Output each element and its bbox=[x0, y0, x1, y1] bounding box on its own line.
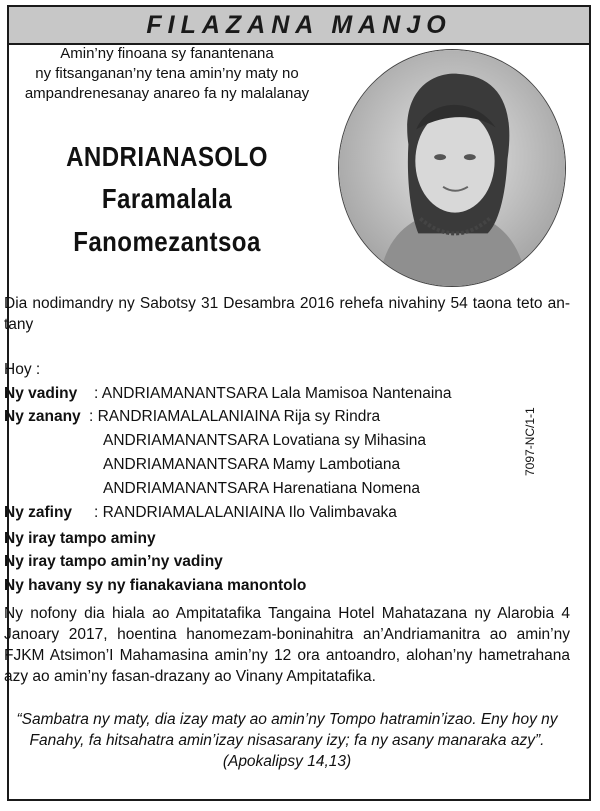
intro-line: Amin’ny finoana sy fanantenana bbox=[60, 45, 274, 62]
child-name: : RANDRIAMALALANIAINA Rija sy Rindra bbox=[89, 408, 381, 425]
bible-verse: “Sambatra ny maty, dia izay maty ao amin’ny Tompo hatramin’izao. Eny hoy ny Fanahy, fa hitsahatra amin’izay nisasarany izy; fa ny asany manaraka azy”. bbox=[16, 711, 558, 749]
family-line: Ny iray tampo aminy bbox=[4, 530, 156, 547]
child-name: ANDRIAMANANTSARA Lovatiana sy Mihasina bbox=[103, 432, 427, 449]
spouse-name: : ANDRIAMANANTSARA Lala Mamisoa Nantenaina bbox=[94, 385, 452, 402]
children-row bbox=[4, 406, 380, 427]
deceased-given-name-2: Fanomezantsoa bbox=[73, 226, 261, 257]
child-name: ANDRIAMANANTSARA Mamy Lambotiana bbox=[103, 456, 401, 473]
deceased-portrait bbox=[338, 49, 566, 287]
deceased-given-name: Faramalala bbox=[101, 183, 233, 214]
children-label: Ny zanany bbox=[4, 408, 81, 425]
verse-reference: (Apokalipsy 14,13) bbox=[222, 753, 352, 770]
funeral-details: Ny nofony dia hiala ao Ampitatafika Tangaina Hotel Mahatazana ny Alarobia 4 Janoary 2017, hoentina hanomezam-boninahitra an’Andriamanitra ao amin’ny FJKM Atsimon’I Mahamasina amin’ny 12 ora antoandro, alohan’ny hametrahana azy ao amin’ny fasan-drazany ao Vinany Ampitatafika. bbox=[4, 605, 570, 685]
grandchildren-row bbox=[4, 502, 397, 523]
child-name: ANDRIAMANANTSARA Harenatiana Nomena bbox=[103, 480, 421, 497]
family-line: Ny havany sy ny fianakaviana manontolo bbox=[4, 577, 307, 594]
family-line: Ny iray tampo amin’ny vadiny bbox=[4, 553, 223, 570]
deceased-surname: ANDRIANASOLO bbox=[66, 141, 268, 172]
notice-title: FILAZANA MANJO bbox=[146, 10, 452, 39]
grandchildren-label: Ny zafiny bbox=[4, 504, 73, 521]
intro-text bbox=[4, 44, 330, 104]
grandchild-name: : RANDRIAMALALANIAINA Ilo Valimbavaka bbox=[94, 504, 397, 521]
family-intro: Hoy : bbox=[4, 361, 41, 378]
intro-line: ampandrenesanay anareo fa ny malalanay bbox=[24, 85, 310, 102]
intro-line: ny fitsanganan’ny tena amin’ny maty no bbox=[35, 65, 299, 82]
death-notice: Dia nodimandry ny Sabotsy 31 Desambra 2016 rehefa nivahiny 54 taona teto an-tany bbox=[4, 295, 570, 333]
ad-code: 7097-NC/1-1 bbox=[523, 407, 537, 476]
spouse-label: Ny vadiny bbox=[4, 385, 78, 402]
spouse-row bbox=[4, 383, 452, 404]
notice-header bbox=[9, 7, 589, 45]
